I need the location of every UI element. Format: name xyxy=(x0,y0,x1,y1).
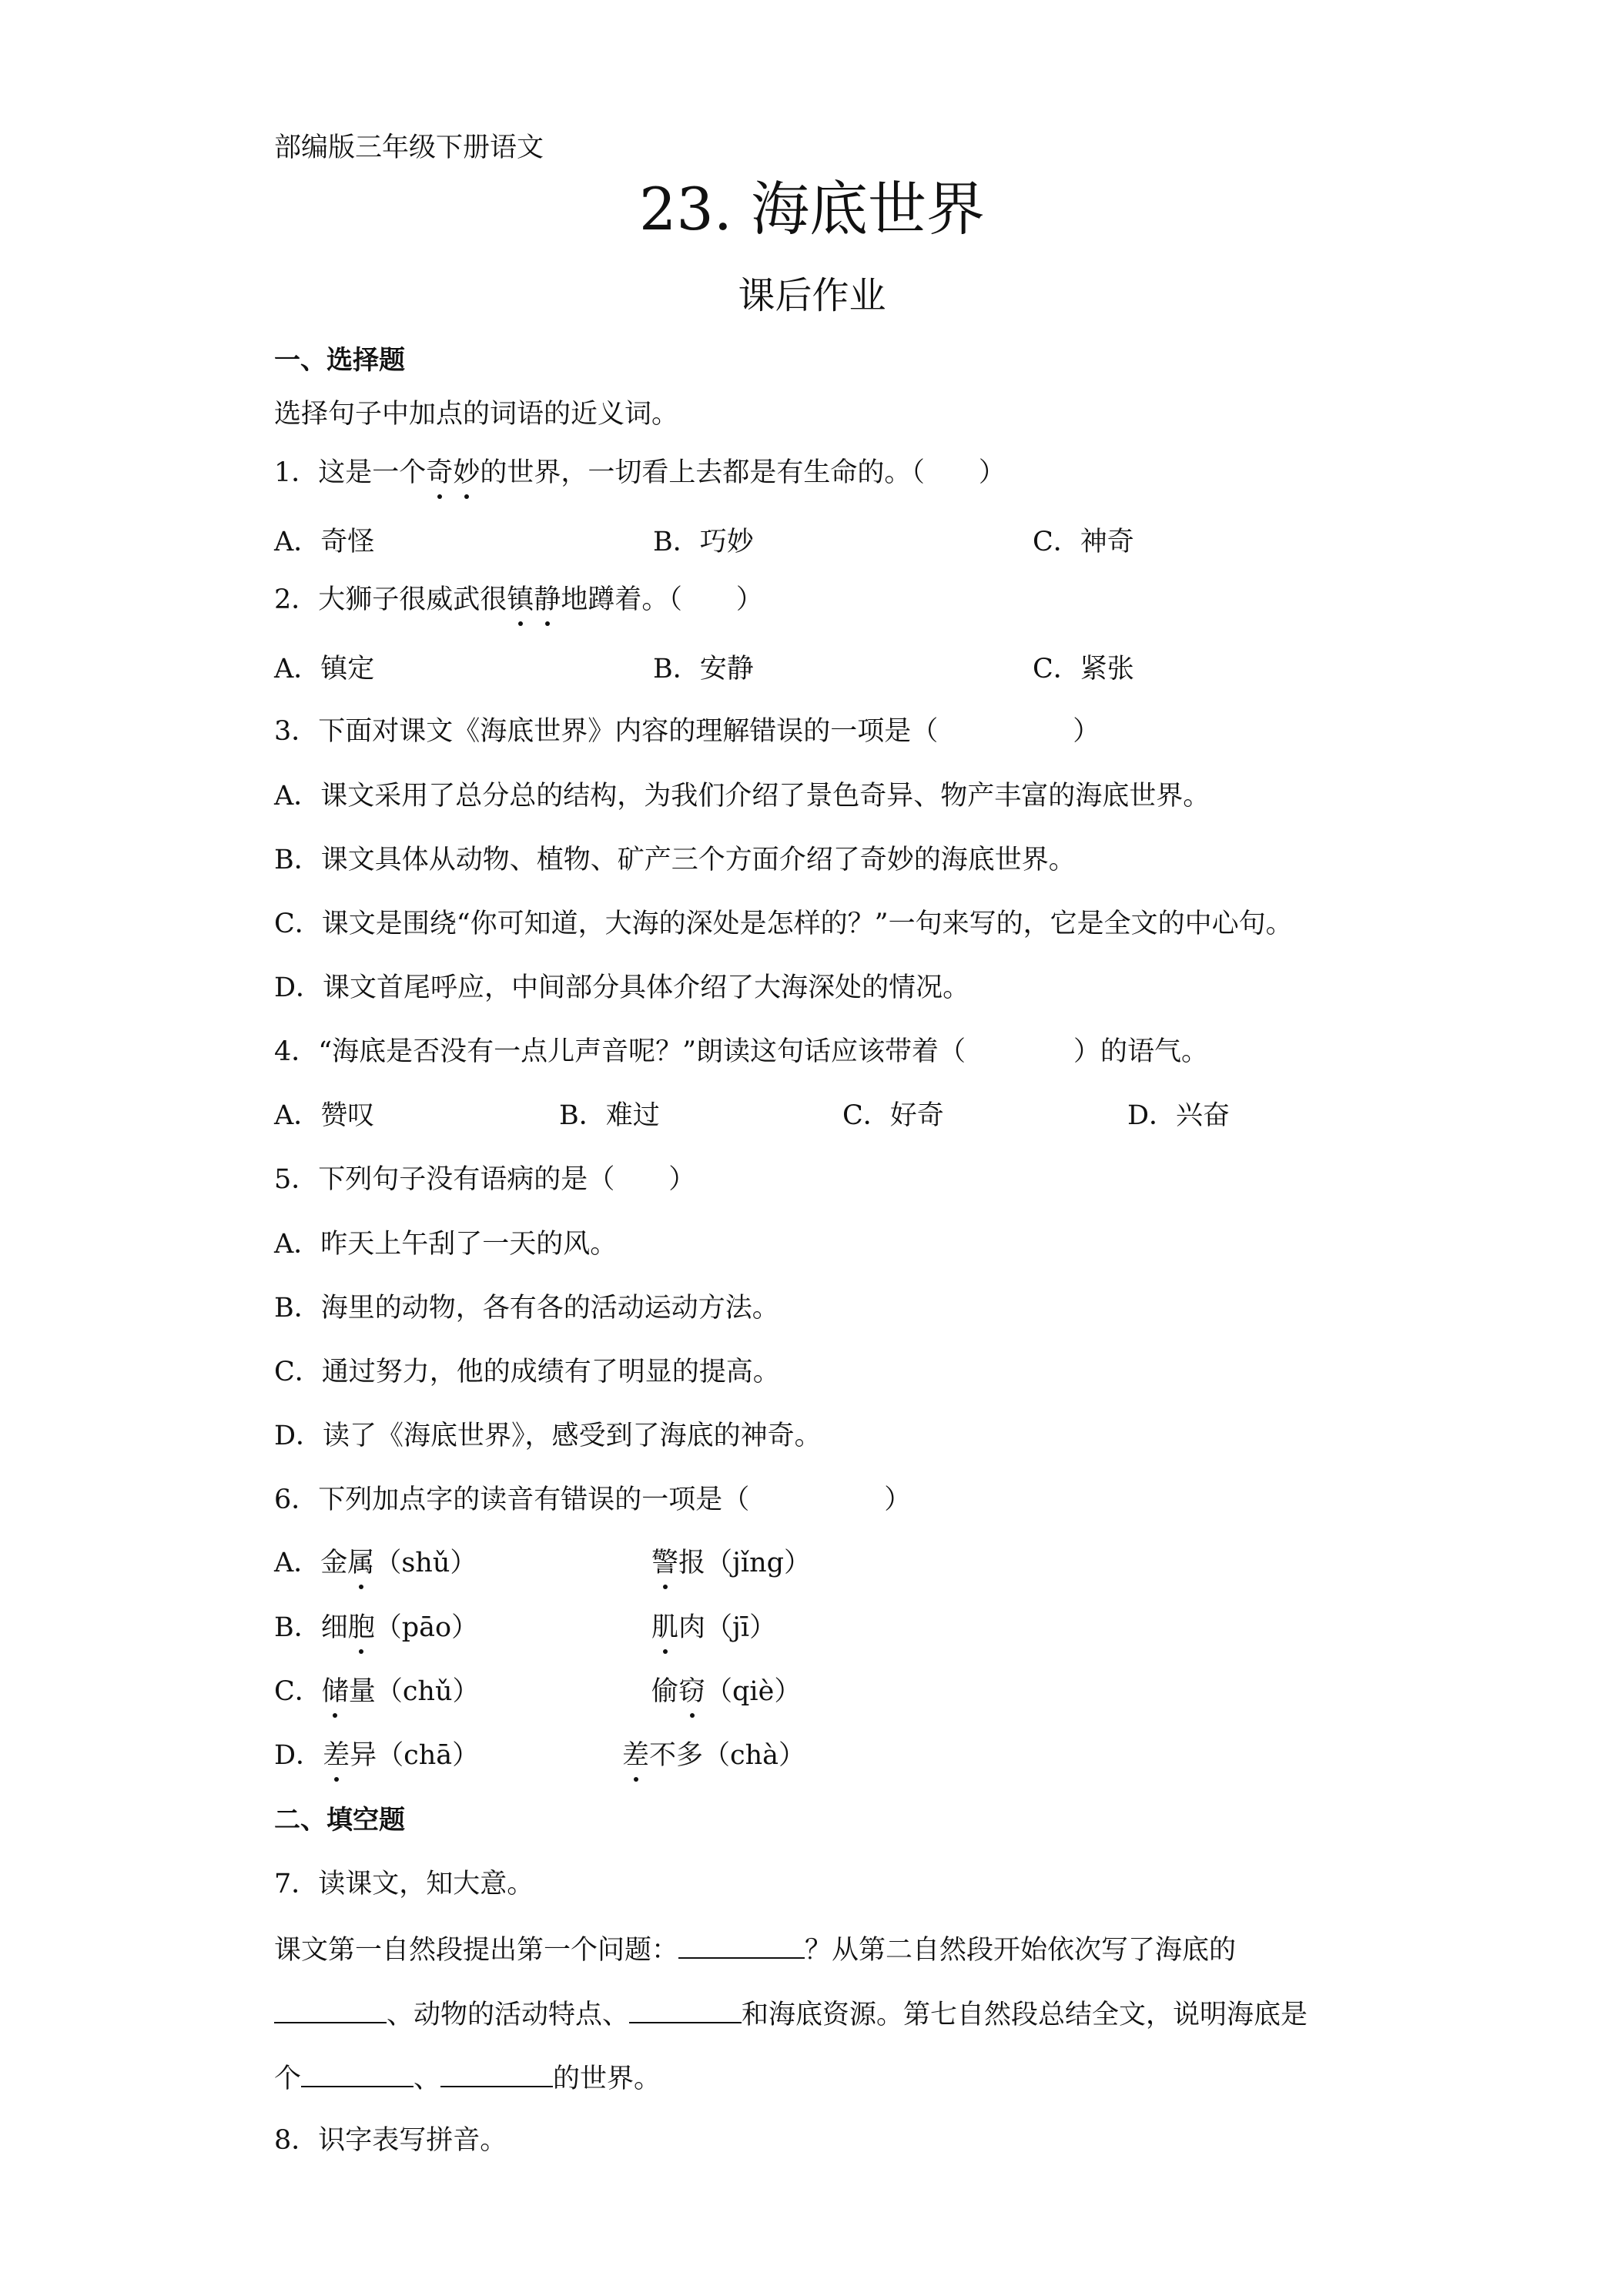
q1-option-a[interactable]: A．奇怪 xyxy=(274,527,375,557)
q6-d-word1-dot: 差 xyxy=(323,1737,350,1774)
q6-option-d[interactable] xyxy=(274,1737,479,1774)
q6-b-word2-dot: 肌 xyxy=(651,1609,678,1646)
q6-option-a-second xyxy=(651,1545,811,1581)
q7-blank-3[interactable] xyxy=(629,1994,742,2023)
page-subtitle: 课后作业 xyxy=(738,274,886,317)
q7-blank-5[interactable] xyxy=(440,2058,553,2087)
q7-line2-text-b: 和海底资源。第七自然段总结全文，说明海底是 xyxy=(742,2000,1308,2030)
q3-option-c[interactable]: C．课文是围绕“你可知道，大海的深处是怎样的？”一句来写的，它是全文的中心句。 xyxy=(274,909,1293,939)
q4-option-a[interactable]: A．赞叹 xyxy=(274,1100,375,1131)
q6-option-c[interactable] xyxy=(274,1673,480,1710)
q7-blank-1[interactable] xyxy=(678,1930,805,1959)
q6-d-pinyin1: （chā） xyxy=(377,1740,480,1771)
q7-line-1 xyxy=(274,1930,1236,1969)
q7-line1-text-a: 课文第一自然段提出第一个问题： xyxy=(274,1935,679,1966)
q1-dotted-char-1: 奇 xyxy=(426,454,453,491)
q6-d-word2-post: 不多 xyxy=(649,1740,704,1771)
q1-dotted-char-2: 妙 xyxy=(453,454,480,491)
q6-b-word2-post: 肉 xyxy=(678,1612,706,1643)
q7-line3-text-b: 、 xyxy=(414,2063,441,2094)
q6-c-pinyin1: （chǔ） xyxy=(375,1676,480,1707)
q5-option-d[interactable]: D．读了《海底世界》，感受到了海底的神奇。 xyxy=(274,1421,822,1451)
q6-c-word1-dot: 储 xyxy=(322,1673,349,1710)
q1-option-b[interactable]: B．巧妙 xyxy=(653,527,754,557)
question-4-stem: 4．“海底是否没有一点儿声音呢？”朗读这句话应该带着（ ）的语气。 xyxy=(274,1036,1209,1067)
q2-text-after: 地蹲着。（ ） xyxy=(561,584,763,615)
q7-blank-4[interactable] xyxy=(301,2058,414,2087)
q6-option-c-second xyxy=(651,1673,801,1710)
q6-c-word1-post: 量 xyxy=(348,1676,376,1707)
q5-option-c[interactable]: C．通过努力，他的成绩有了明显的提高。 xyxy=(274,1357,780,1387)
q7-line2-text-a: 、动物的活动特点、 xyxy=(387,2000,630,2030)
q6-option-b-second xyxy=(651,1609,776,1646)
q6-b-pinyin1: （pāo） xyxy=(374,1612,479,1643)
q6-d-word1-post: 异 xyxy=(350,1740,377,1771)
q4-option-b[interactable]: B．难过 xyxy=(559,1100,660,1131)
q1-text-before: 1．这是一个 xyxy=(274,457,427,488)
q6-c-label: C． xyxy=(274,1676,322,1707)
section-heading-choice: 一、选择题 xyxy=(274,345,405,376)
instruction-text: 选择句子中加点的词语的近义词。 xyxy=(274,399,679,430)
q6-c-pinyin2: （qiè） xyxy=(705,1676,802,1707)
q4-option-d[interactable]: D．兴奋 xyxy=(1127,1100,1231,1131)
question-8-stem: 8．识字表写拼音。 xyxy=(274,2125,507,2156)
q3-option-a[interactable]: A．课文采用了总分总的结构，为我们介绍了景色奇异、物产丰富的海底世界。 xyxy=(274,781,1210,812)
question-1-stem xyxy=(274,454,1006,491)
q3-option-b[interactable]: B．课文具体从动物、植物、矿产三个方面介绍了奇妙的海底世界。 xyxy=(274,845,1076,875)
q7-blank-2[interactable] xyxy=(274,1994,387,2023)
question-2-stem xyxy=(274,581,763,618)
q7-line1-text-b: ？从第二自然段开始依次写了海底的 xyxy=(805,1935,1237,1966)
q6-a-label: A． xyxy=(274,1548,321,1578)
q2-option-c[interactable]: C．紧张 xyxy=(1033,654,1134,684)
question-3-stem: 3．下面对课文《海底世界》内容的理解错误的一项是（ ） xyxy=(274,716,1100,747)
q5-option-b[interactable]: B．海里的动物，各有各的活动运动方法。 xyxy=(274,1293,779,1324)
q2-text-before: 2．大狮子很威武很 xyxy=(274,584,507,615)
q6-b-word1-dot: 胞 xyxy=(348,1609,375,1646)
q2-dotted-char-1: 镇 xyxy=(507,581,534,618)
q6-c-word2-dot: 窃 xyxy=(678,1673,705,1710)
q6-a-word1-dot: 属 xyxy=(347,1545,374,1581)
q6-option-d-second xyxy=(622,1737,805,1774)
q7-line-3 xyxy=(274,2058,661,2097)
q6-b-word1-pre: 细 xyxy=(320,1612,348,1643)
q3-option-d[interactable]: D．课文首尾呼应，中间部分具体介绍了大海深处的情况。 xyxy=(274,972,970,1003)
question-7-stem: 7．读课文，知大意。 xyxy=(274,1869,534,1899)
q6-c-word2-pre: 偷 xyxy=(651,1676,679,1707)
q6-b-pinyin2: （jī） xyxy=(705,1612,777,1643)
question-6-stem: 6．下列加点字的读音有错误的一项是（ ） xyxy=(274,1484,912,1515)
q6-b-label: B． xyxy=(274,1612,321,1643)
q6-a-word2-post: 报 xyxy=(678,1548,706,1578)
question-5-stem: 5．下列句子没有语病的是（ ） xyxy=(274,1164,696,1195)
header-label: 部编版三年级下册语文 xyxy=(274,132,544,163)
section-heading-fill: 二、填空题 xyxy=(274,1805,405,1836)
q7-line3-text-a: 个 xyxy=(274,2063,302,2094)
q6-d-word2-dot: 差 xyxy=(622,1737,649,1774)
q6-option-a[interactable] xyxy=(274,1545,477,1581)
q6-d-pinyin2: （chà） xyxy=(703,1740,806,1771)
q2-dotted-char-2: 静 xyxy=(534,581,561,618)
q1-text-after: 的世界，一切看上去都是有生命的。（ ） xyxy=(480,457,1006,488)
q7-line3-text-c: 的世界。 xyxy=(553,2063,661,2094)
q6-d-label: D． xyxy=(274,1740,323,1771)
page-title: 23. 海底世界 xyxy=(638,175,986,243)
q1-option-c[interactable]: C．神奇 xyxy=(1033,527,1134,557)
q6-a-word2-dot: 警 xyxy=(651,1545,678,1581)
q4-option-c[interactable]: C．好奇 xyxy=(842,1100,944,1131)
q2-option-a[interactable]: A．镇定 xyxy=(274,654,375,684)
q6-a-pinyin2: （jǐng） xyxy=(705,1548,812,1578)
q7-line-2 xyxy=(274,1994,1308,2033)
q5-option-a[interactable]: A．昨天上午刮了一天的风。 xyxy=(274,1229,618,1260)
q6-a-word1-pre: 金 xyxy=(320,1548,348,1578)
q6-option-b[interactable] xyxy=(274,1609,478,1646)
q6-a-pinyin1: （shǔ） xyxy=(374,1548,477,1578)
q2-option-b[interactable]: B．安静 xyxy=(653,654,754,684)
